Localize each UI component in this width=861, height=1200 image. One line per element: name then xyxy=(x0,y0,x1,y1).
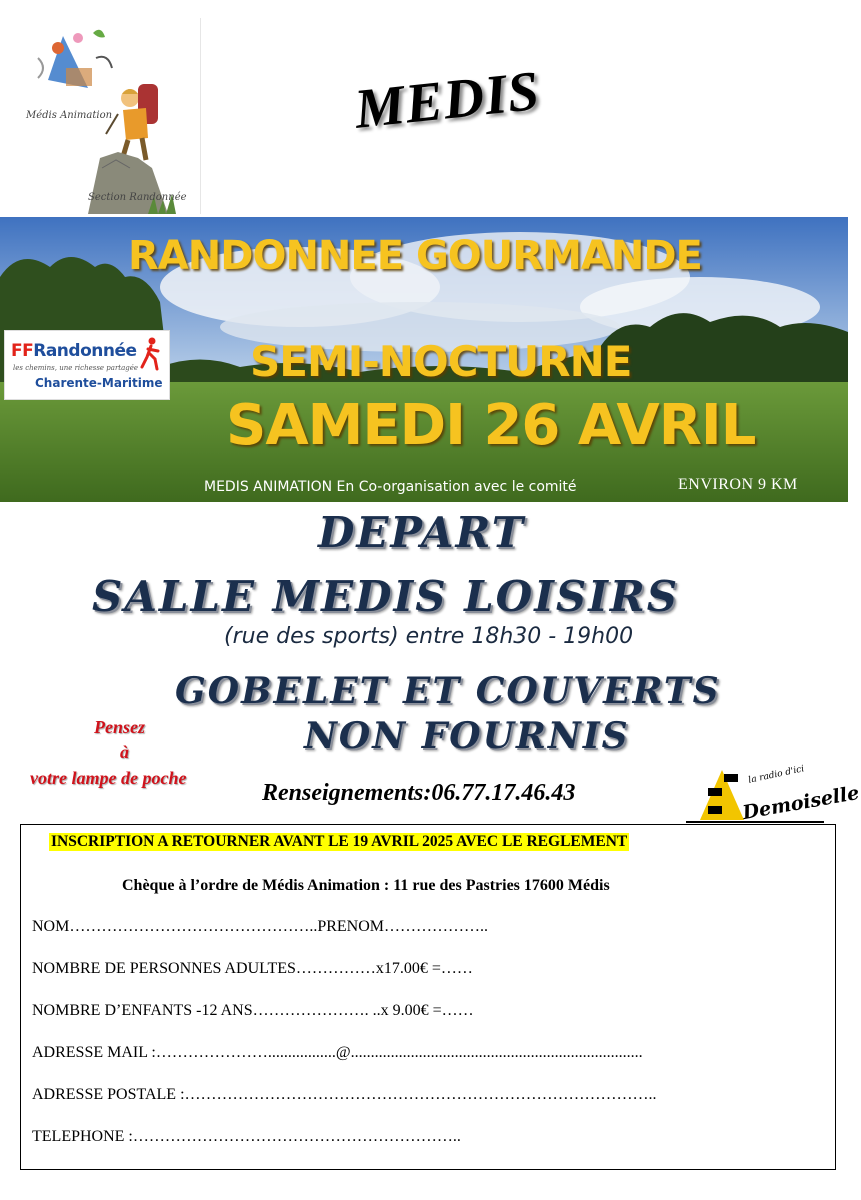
reminder-line1: Pensez xyxy=(94,717,145,737)
payment-instructions: Chèque à l’ordre de Médis Animation : 11 rue des Pastries 17600 Médis xyxy=(122,877,610,894)
distance-text: ENVIRON 9 KM xyxy=(678,476,798,493)
field-children[interactable]: NOMBRE D’ENFANTS -12 ANS…………………. ..x 9.00€ =…… xyxy=(32,1002,474,1019)
radio-demoiselle-logo xyxy=(686,764,861,825)
field-email[interactable]: ADRESSE MAIL :………………….................@......................................................................... xyxy=(32,1044,643,1061)
ffr-tagline: les chemins, une richesse partagée xyxy=(13,364,139,372)
radio-tagline: la radio d'ici xyxy=(747,764,806,786)
walker-icon xyxy=(139,337,163,371)
ffr-brand-rest: Randonnée xyxy=(33,341,137,361)
club-logo xyxy=(18,18,201,214)
registration-form xyxy=(20,824,836,1170)
ffr-brand-ff: FF xyxy=(11,341,34,361)
contact-info: Renseignements:06.77.17.46.43 xyxy=(262,780,576,806)
field-adults[interactable]: NOMBRE DE PERSONNES ADULTES……………x17.00€ =…… xyxy=(32,960,473,977)
town-title: MEDIS xyxy=(351,59,543,141)
registration-deadline: INSCRIPTION A RETOURNER AVANT LE 19 AVRIL 2025 AVEC LE REGLEMENT xyxy=(51,833,628,850)
ffr-region: Charente-Maritime xyxy=(35,376,163,390)
venue-details: (rue des sports) entre 18h30 - 19h00 xyxy=(224,624,634,649)
reminder-line2: à xyxy=(120,742,129,762)
field-phone[interactable]: TELEPHONE :…………………………………………………….. xyxy=(32,1128,461,1145)
coorganisation-text: MEDIS ANIMATION En Co-organisation avec le comité xyxy=(204,479,577,495)
event-subtitle: SEMI-NOCTURNE xyxy=(250,337,632,386)
logo-caption-top: Médis Animation xyxy=(26,110,113,121)
venue-name: SALLE MEDIS LOISIRS xyxy=(92,572,680,621)
reminder-line3: votre lampe de poche xyxy=(30,768,187,788)
radio-name: Demoiselle xyxy=(740,781,861,825)
cutlery-notice-line1: GOBELET ET COUVERTS xyxy=(175,670,721,712)
logo-caption-bottom: Section Randonnée xyxy=(88,192,187,203)
field-postal-address[interactable]: ADRESSE POSTALE :…………………………………………………………………………….. xyxy=(32,1086,657,1103)
ffr-brand xyxy=(11,341,137,361)
field-name[interactable]: NOM………………………………………..PRENOM……………….. xyxy=(32,918,489,935)
ffrandonnee-logo xyxy=(4,330,170,400)
cutlery-notice-line2: NON FOURNIS xyxy=(304,715,630,757)
event-date: SAMEDI 26 AVRIL xyxy=(226,393,756,458)
departure-label: DEPART xyxy=(318,508,525,557)
event-title: RANDONNEE GOURMANDE xyxy=(128,233,702,279)
